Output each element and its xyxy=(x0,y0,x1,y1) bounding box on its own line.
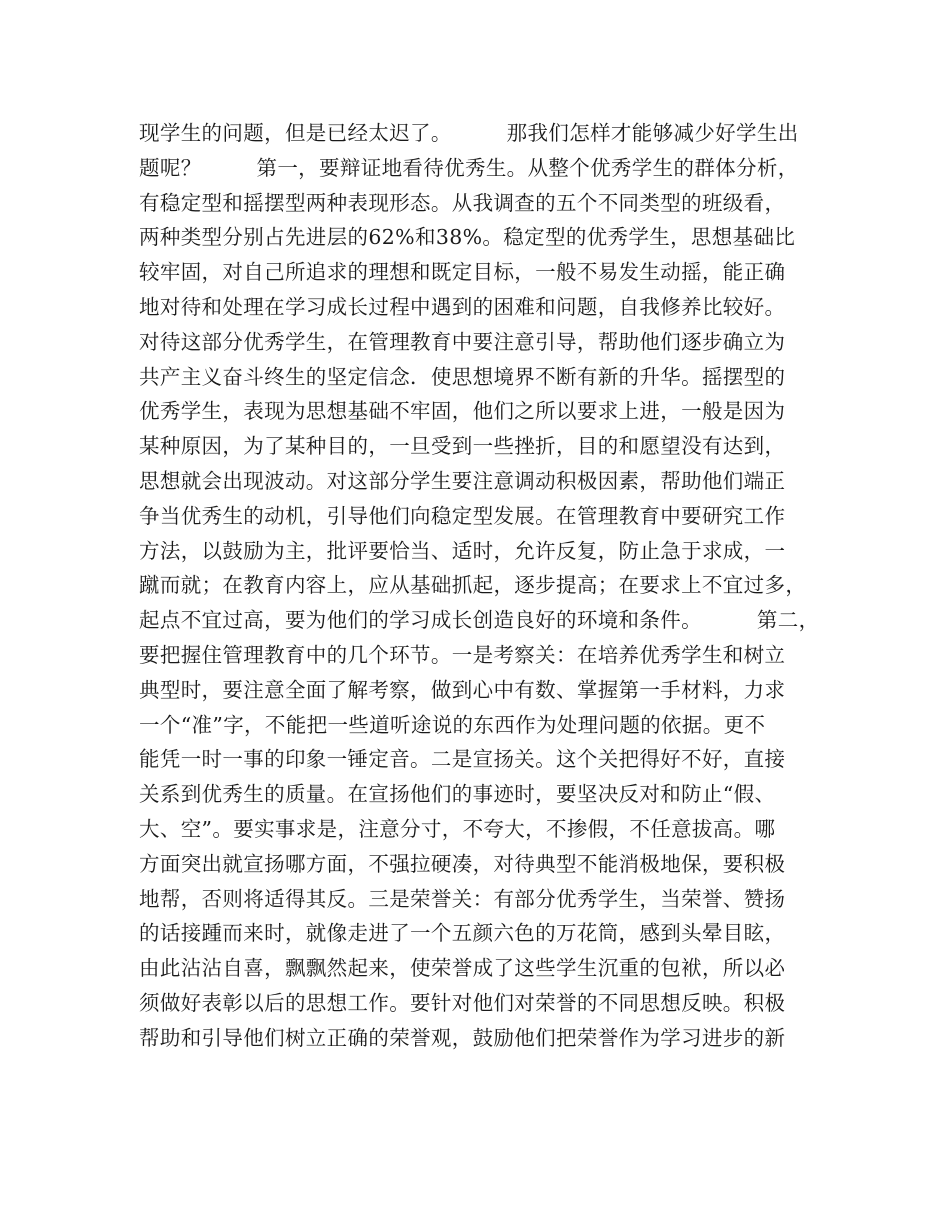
text-line: 争当优秀生的动机，引导他们向稳定型发展。在管理教育中要研究工作 xyxy=(139,503,786,528)
text-line: 蹴而就；在教育内容上，应从基础抓起，逐步提高；在要求上不宜过多， xyxy=(139,573,807,598)
text-line: 两种类型分别占先进层的62%和38%。稳定型的优秀学生，思想基础比 xyxy=(139,225,796,250)
text-line: 地帮，否则将适得其反。三是荣誉关：有部分优秀学生，当荣誉、赞扬 xyxy=(139,886,786,911)
text-line: 须做好表彰以后的思想工作。要针对他们对荣誉的不同思想反映。积极 xyxy=(139,990,786,1015)
text-line: 共产主义奋斗终生的坚定信念．使思想境界不断有新的升华。摇摆型的 xyxy=(139,364,786,389)
text-line: 帮助和引导他们树立正确的荣誉观，鼓励他们把荣誉作为学习进步的新 xyxy=(139,1025,786,1050)
text-line: 大、空”。要实事求是，注意分寸，不夸大，不掺假，不任意拔高。哪 xyxy=(139,816,776,841)
text-line: 起点不宜过高，要为他们的学习成长创造良好的环境和条件。 第二， xyxy=(139,608,820,633)
text-line: 较牢固，对自己所追求的理想和既定目标，一般不易发生动摇，能正确 xyxy=(139,260,786,285)
text-line: 题呢？ 第一，要辩证地看待优秀生。从整个优秀学生的群体分析， xyxy=(139,155,799,180)
text-line: 一个“准”字，不能把一些道听途说的东西作为处理问题的依据。更不 xyxy=(139,712,766,737)
text-line: 要把握住管理教育中的几个环节。一是考察关：在培养优秀学生和树立 xyxy=(139,642,786,667)
text-line: 有稳定型和摇摆型两种表现形态。从我调查的五个不同类型的班级看， xyxy=(139,190,786,215)
text-line: 方面突出就宣扬哪方面，不强拉硬凑，对待典型不能消极地保，要积极 xyxy=(139,851,786,876)
text-line: 某种原因，为了某种目的，一旦受到一些挫折，目的和愿望没有达到， xyxy=(139,434,786,459)
text-line: 方法，以鼓励为主，批评要恰当、适时，允许反复，防止急于求成，一 xyxy=(139,538,786,563)
text-line: 关系到优秀生的质量。在宣扬他们的事迹时，要坚决反对和防止“假、 xyxy=(139,782,776,807)
text-line: 现学生的问题，但是已经太迟了。 那我们怎样才能够减少好学生出 xyxy=(139,121,799,145)
text-line: 典型时，要注意全面了解考察，做到心中有数、掌握第一手材料，力求 xyxy=(139,677,786,702)
text-line: 地对待和处理在学习成长过程中遇到的困难和问题，自我修养比较好。 xyxy=(139,294,786,319)
text-line: 能凭一时一事的印象一锤定音。二是宣扬关。这个关把得好不好，直接 xyxy=(139,747,786,772)
text-line: 由此沾沾自喜，飘飘然起来，使荣誉成了这些学生沉重的包袱，所以必 xyxy=(139,956,786,981)
text-line: 优秀学生，表现为思想基础不牢固，他们之所以要求上进，一般是因为 xyxy=(139,399,786,424)
text-line: 的话接踵而来时，就像走进了一个五颜六色的万花筒，感到头晕目眩， xyxy=(139,921,786,946)
text-line: 对待这部分优秀学生，在管理教育中要注意引导，帮助他们逐步确立为 xyxy=(139,329,786,354)
text-line: 思想就会出现波动。对这部分学生要注意调动积极因素，帮助他们端正 xyxy=(139,468,786,493)
body-text xyxy=(139,116,829,1056)
